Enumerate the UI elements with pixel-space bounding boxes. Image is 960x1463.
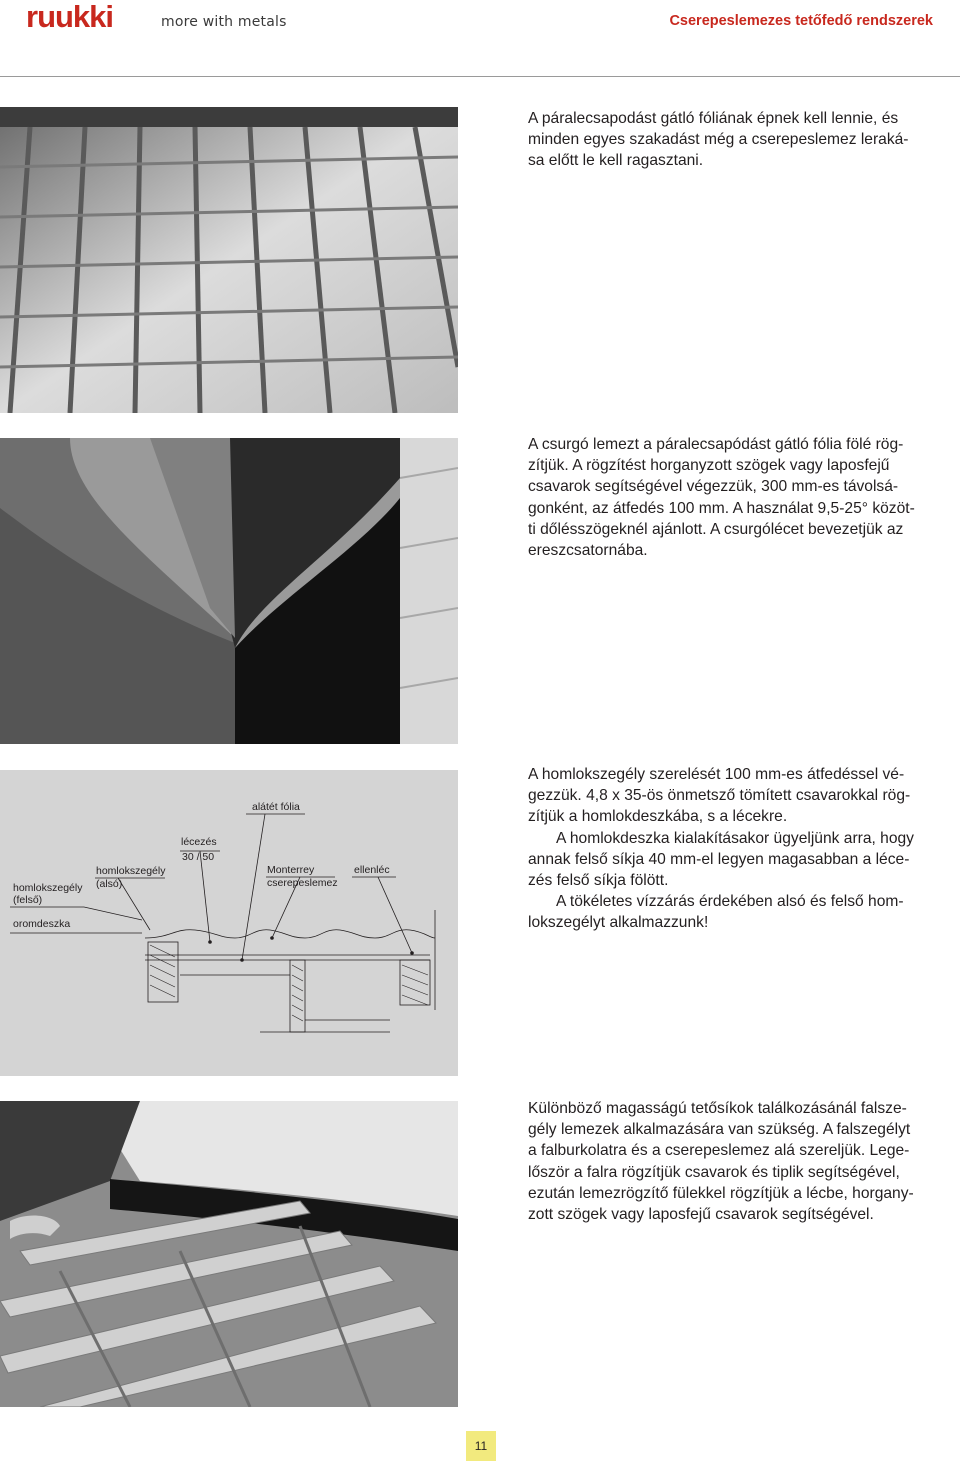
text-line: A homlokszegély szerelését 100 mm-es átfedéssel vé- bbox=[528, 766, 905, 783]
label-homlokszegely-felso: homlokszegély bbox=[13, 882, 83, 894]
photo-foil-battens bbox=[0, 107, 458, 413]
text-line: zítjük. A rögzítést horganyzott szögek vagy laposfejű bbox=[528, 457, 890, 475]
label-homlokszegely-also: homlokszegély bbox=[96, 865, 166, 877]
label-oromdeszka: oromdeszka bbox=[13, 918, 71, 930]
label-alatet-folia: alátét fólia bbox=[252, 801, 300, 813]
text-line: zés felső síkja fölött. bbox=[528, 872, 669, 890]
text-line: gezzük. 4,8 x 35-ös önmetsző tömített csavarokkal rög- bbox=[528, 787, 911, 805]
photo-wall-flashing bbox=[0, 1101, 458, 1407]
label-monterrey: Monterrey bbox=[267, 864, 315, 876]
text-line: ereszcsatornába. bbox=[528, 542, 648, 560]
text-line: gély lemezek alkalmazására van szükség. A falszegélyt bbox=[528, 1121, 911, 1139]
text-line: Különböző magasságú tetősíkok találkozásánál falsze- bbox=[528, 1100, 907, 1117]
text-line: A csurgó lemezt a páralecsapódást gátló fólia fölé rög- bbox=[528, 436, 904, 453]
text-line: gonként, az átfedés 100 mm. A használat 9,5-25° közöt- bbox=[528, 499, 915, 517]
text-block-eaves bbox=[528, 434, 952, 561]
text-line: A tökéletes vízzárás érdekében alsó és felső hom- bbox=[556, 893, 904, 911]
label-ellenlec: ellenléc bbox=[354, 864, 390, 876]
document-title: Cserepeslemezes tetőfedő rendszerek bbox=[669, 13, 933, 29]
text-block-gable bbox=[528, 764, 952, 934]
tagline: more with metals bbox=[161, 14, 287, 30]
ruukki-logo-mark bbox=[26, 2, 150, 32]
text-line: zott szögek vagy laposfejű csavarok segítségével. bbox=[528, 1206, 874, 1224]
text-line: minden egyes szakadást még a cserepeslemez leraká- bbox=[528, 131, 909, 149]
text-line: sa előtt le kell ragasztani. bbox=[528, 152, 704, 170]
text-line: csavarok segítségével végezzük, 300 mm-es távolsá- bbox=[528, 478, 899, 496]
text-line: A páralecsapodást gátló fóliának épnek kell lennie, és bbox=[528, 110, 899, 127]
text-line: lokszegélyt alkalmazzunk! bbox=[528, 914, 709, 932]
text-block-wall bbox=[528, 1098, 956, 1225]
gable-trim-diagram bbox=[0, 770, 458, 1076]
label-cserepeslemez: cserepeslemez bbox=[267, 877, 338, 889]
label-homlokszegely-felso-sub: (felső) bbox=[13, 894, 43, 906]
photo-eaves-flashing bbox=[0, 438, 458, 744]
logo-text: ruukki bbox=[26, 2, 114, 32]
text-line: annak felső síkja 40 mm-el legyen magasabban a léce- bbox=[528, 850, 910, 868]
ruukki-logo bbox=[26, 2, 150, 32]
label-homlokszegely-also-sub: (alsó) bbox=[96, 878, 123, 890]
text-line: A homlokdeszka kialakításakor ügyeljünk arra, hogy bbox=[556, 829, 914, 847]
text-block-foil bbox=[528, 108, 948, 172]
page-number: 11 bbox=[466, 1431, 496, 1461]
text-line: a falburkolatra és a cserepeslemez alá szereljük. Lege- bbox=[528, 1142, 910, 1160]
text-line: lőször a falra rögzítjük csavarok és tiplik segítségével, bbox=[528, 1163, 900, 1181]
header-divider bbox=[0, 76, 960, 77]
text-line: zítjük a homlokdeszkába, s a lécekre. bbox=[528, 808, 788, 826]
label-lecezes-size: 30 / 50 bbox=[182, 851, 215, 863]
text-line: ezután lemezrögzítő fülekkel rögzítjük a lécbe, horgany- bbox=[528, 1184, 914, 1202]
text-line: ti dőlésszögeknél ajánlott. A csurgólécet bevezetjük az bbox=[528, 520, 904, 538]
label-lecezes: lécezés bbox=[181, 836, 217, 848]
